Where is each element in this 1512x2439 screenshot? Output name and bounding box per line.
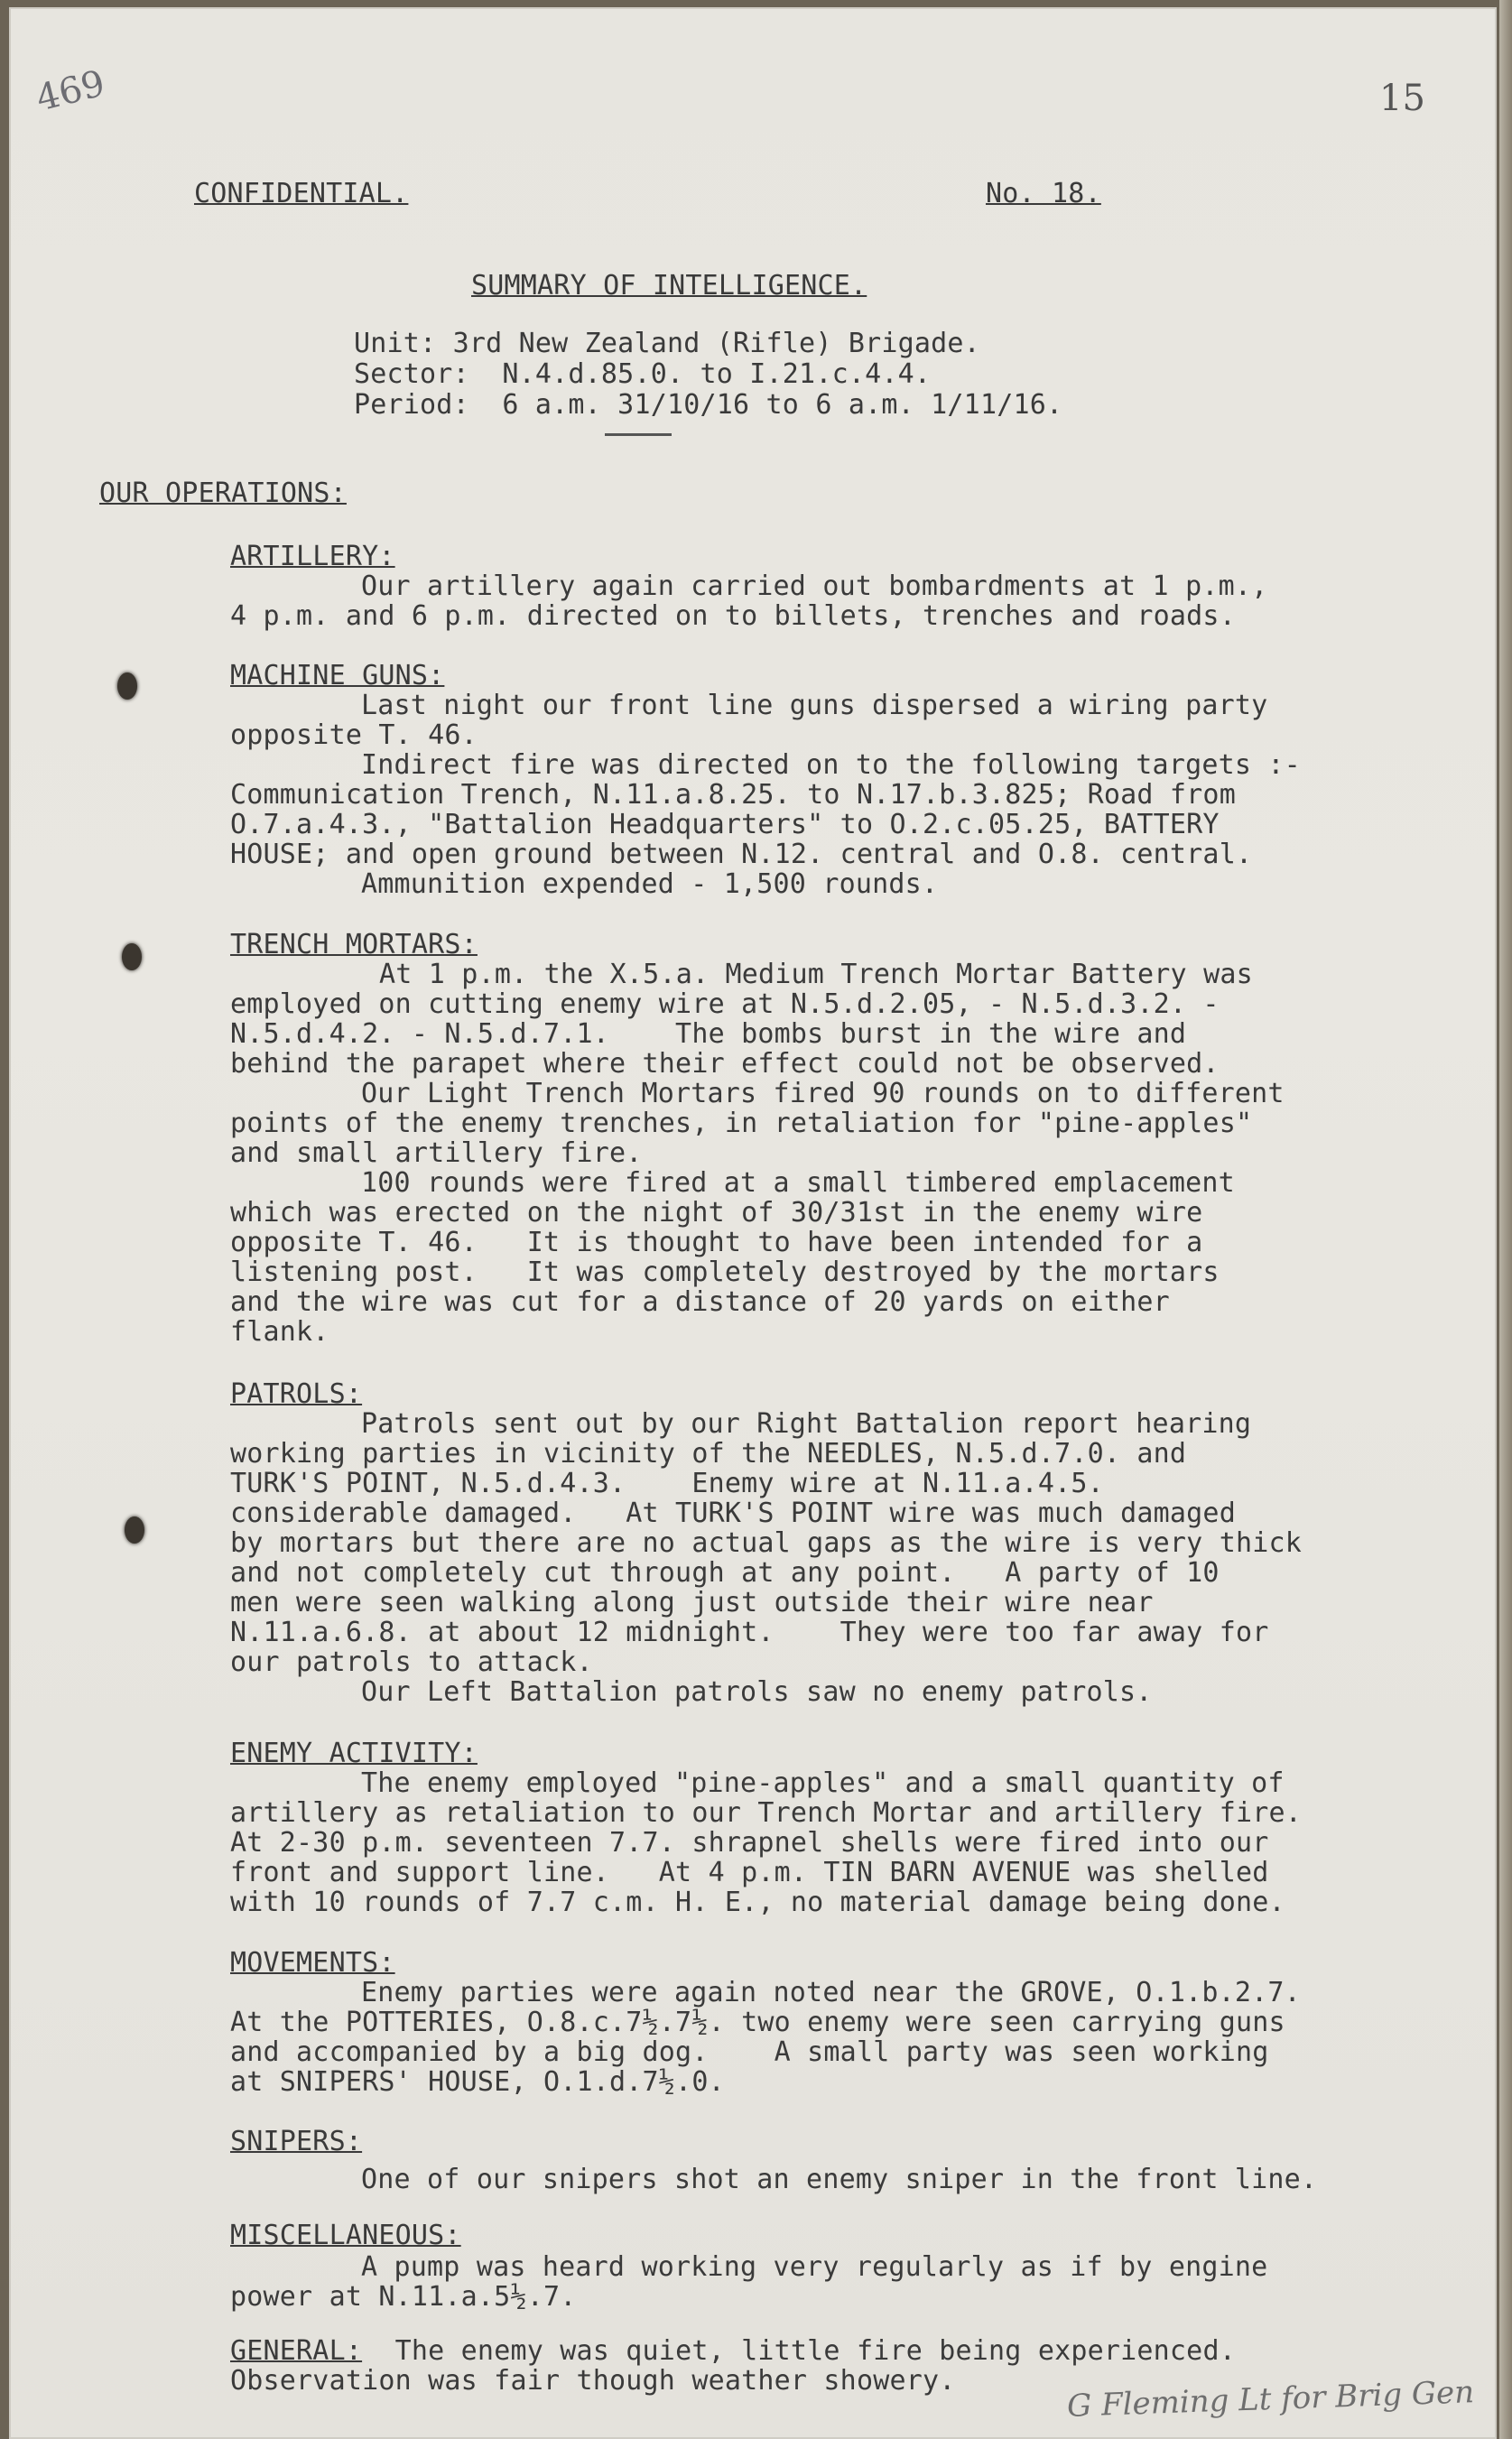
miscellaneous-heading: MISCELLANEOUS: xyxy=(230,2220,461,2251)
general-paragraph xyxy=(230,2336,1236,2366)
patrols-line: and not completely cut through at any point. A party of 10 xyxy=(230,1557,1220,1589)
title-divider xyxy=(605,433,672,436)
page-number: 15 xyxy=(1379,78,1425,119)
trench-mortars-line: employed on cutting enemy wire at N.5.d.2.05, - N.5.d.3.2. - xyxy=(230,988,1220,1020)
machine-guns-line: Communication Trench, N.11.a.8.25. to N.17.b.3.825; Road from xyxy=(230,779,1236,811)
enemy-activity-line: At 2-30 p.m. seventeen 7.7. shrapnel shells were fired into our xyxy=(230,1827,1269,1859)
patrols-line: considerable damaged. At TURK'S POINT wire was much damaged xyxy=(230,1498,1236,1529)
patrols-line: TURK'S POINT, N.5.d.4.3. Enemy wire at N.11.a.4.5. xyxy=(230,1468,1104,1499)
trench-mortars-line: and small artillery fire. xyxy=(230,1137,643,1169)
artillery-line: Our artillery again carried out bombardments at 1 p.m., xyxy=(361,570,1268,602)
binder-edge xyxy=(1499,0,1512,2439)
trench-mortars-line: At 1 p.m. the X.5.a. Medium Trench Mortar Battery was xyxy=(379,959,1253,990)
movements-line: Enemy parties were again noted near the GROVE, O.1.b.2.7. xyxy=(361,1977,1301,2008)
miscellaneous-line: power at N.11.a.5½.7. xyxy=(230,2281,577,2313)
machine-guns-line: Indirect fire was directed on to the following targets :- xyxy=(361,749,1301,781)
patrols-line: Our Left Battalion patrols saw no enemy patrols. xyxy=(361,1676,1153,1708)
patrols-line: Patrols sent out by our Right Battalion report hearing xyxy=(361,1408,1252,1440)
machine-guns-heading: MACHINE GUNS: xyxy=(230,660,445,691)
pencil-folio-number: 469 xyxy=(32,62,109,120)
trench-mortars-heading: TRENCH MORTARS: xyxy=(230,929,478,960)
period-line: Period: 6 a.m. 31/10/16 to 6 a.m. 1/11/16. xyxy=(354,389,1063,421)
document-page xyxy=(9,7,1497,2439)
punch-hole xyxy=(122,943,142,970)
trench-mortars-line: listening post. It was completely destroyed by the mortars xyxy=(230,1257,1220,1288)
enemy-activity-heading: ENEMY ACTIVITY: xyxy=(230,1738,478,1769)
artillery-heading: ARTILLERY: xyxy=(230,541,395,572)
patrols-line: working parties in vicinity of the NEEDLES, N.5.d.7.0. and xyxy=(230,1438,1187,1470)
classification-label: CONFIDENTIAL. xyxy=(194,178,409,209)
machine-guns-line: Ammunition expended - 1,500 rounds. xyxy=(361,868,939,900)
movements-line: and accompanied by a big dog. A small party was seen working xyxy=(230,2036,1269,2068)
patrols-heading: PATROLS: xyxy=(230,1378,363,1410)
unit-line: Unit: 3rd New Zealand (Rifle) Brigade. xyxy=(354,328,980,359)
artillery-line: 4 p.m. and 6 p.m. directed on to billets, trenches and roads. xyxy=(230,600,1236,632)
punch-hole xyxy=(117,672,137,700)
our-operations-heading: OUR OPERATIONS: xyxy=(99,478,347,509)
trench-mortars-line: N.5.d.4.2. - N.5.d.7.1. The bombs burst in the wire and xyxy=(230,1018,1187,1050)
trench-mortars-line: flank. xyxy=(230,1316,329,1348)
trench-mortars-line: and the wire was cut for a distance of 20 yards on either xyxy=(230,1286,1170,1318)
trench-mortars-line: behind the parapet where their effect could not be observed. xyxy=(230,1048,1220,1080)
trench-mortars-line: Our Light Trench Mortars fired 90 rounds on to different xyxy=(361,1078,1285,1109)
machine-guns-line: O.7.a.4.3., "Battalion Headquarters" to O.2.c.05.25, BATTERY xyxy=(230,809,1220,840)
movements-line: at SNIPERS' HOUSE, O.1.d.7½.0. xyxy=(230,2066,725,2098)
patrols-line: our patrols to attack. xyxy=(230,1646,593,1678)
snipers-heading: SNIPERS: xyxy=(230,2126,363,2157)
patrols-line: by mortars but there are no actual gaps as the wire is very thick xyxy=(230,1527,1302,1559)
machine-guns-line: opposite T. 46. xyxy=(230,719,478,751)
general-line: The enemy was quiet, little fire being experienced. xyxy=(394,2335,1236,2367)
enemy-activity-line: artillery as retaliation to our Trench Mortar and artillery fire. xyxy=(230,1797,1302,1829)
general-line: Observation was fair though weather showery. xyxy=(230,2365,956,2397)
trench-mortars-line: which was erected on the night of 30/31st in the enemy wire xyxy=(230,1197,1203,1229)
general-heading: GENERAL: xyxy=(230,2335,363,2367)
movements-heading: MOVEMENTS: xyxy=(230,1947,395,1979)
enemy-activity-line: with 10 rounds of 7.7 c.m. H. E., no material damage being done. xyxy=(230,1887,1285,1918)
trench-mortars-line: 100 rounds were fired at a small timbered emplacement xyxy=(361,1167,1235,1199)
document-title: SUMMARY OF INTELLIGENCE. xyxy=(471,270,867,301)
enemy-activity-line: front and support line. At 4 p.m. TIN BARN AVENUE was shelled xyxy=(230,1857,1269,1888)
handwritten-signature: G Fleming Lt for Brig Gen xyxy=(1066,2374,1475,2425)
enemy-activity-line: The enemy employed "pine-apples" and a small quantity of xyxy=(361,1767,1285,1799)
trench-mortars-line: opposite T. 46. It is thought to have been intended for a xyxy=(230,1227,1203,1258)
patrols-line: men were seen walking along just outside their wire near xyxy=(230,1587,1154,1618)
patrols-line: N.11.a.6.8. at about 12 midnight. They were too far away for xyxy=(230,1617,1269,1648)
trench-mortars-line: points of the enemy trenches, in retaliation for "pine-apples" xyxy=(230,1108,1253,1139)
miscellaneous-line: A pump was heard working very regularly as if by engine xyxy=(361,2251,1268,2283)
movements-line: At the POTTERIES, O.8.c.7½.7½. two enemy were seen carrying guns xyxy=(230,2007,1285,2038)
machine-guns-line: Last night our front line guns dispersed a wiring party xyxy=(361,690,1268,721)
sector-line: Sector: N.4.d.85.0. to I.21.c.4.4. xyxy=(354,358,932,390)
punch-hole xyxy=(125,1516,144,1544)
machine-guns-line: HOUSE; and open ground between N.12. central and O.8. central. xyxy=(230,839,1253,870)
document-number: No. 18. xyxy=(986,178,1101,209)
snipers-line: One of our snipers shot an enemy sniper in the front line. xyxy=(361,2164,1318,2195)
